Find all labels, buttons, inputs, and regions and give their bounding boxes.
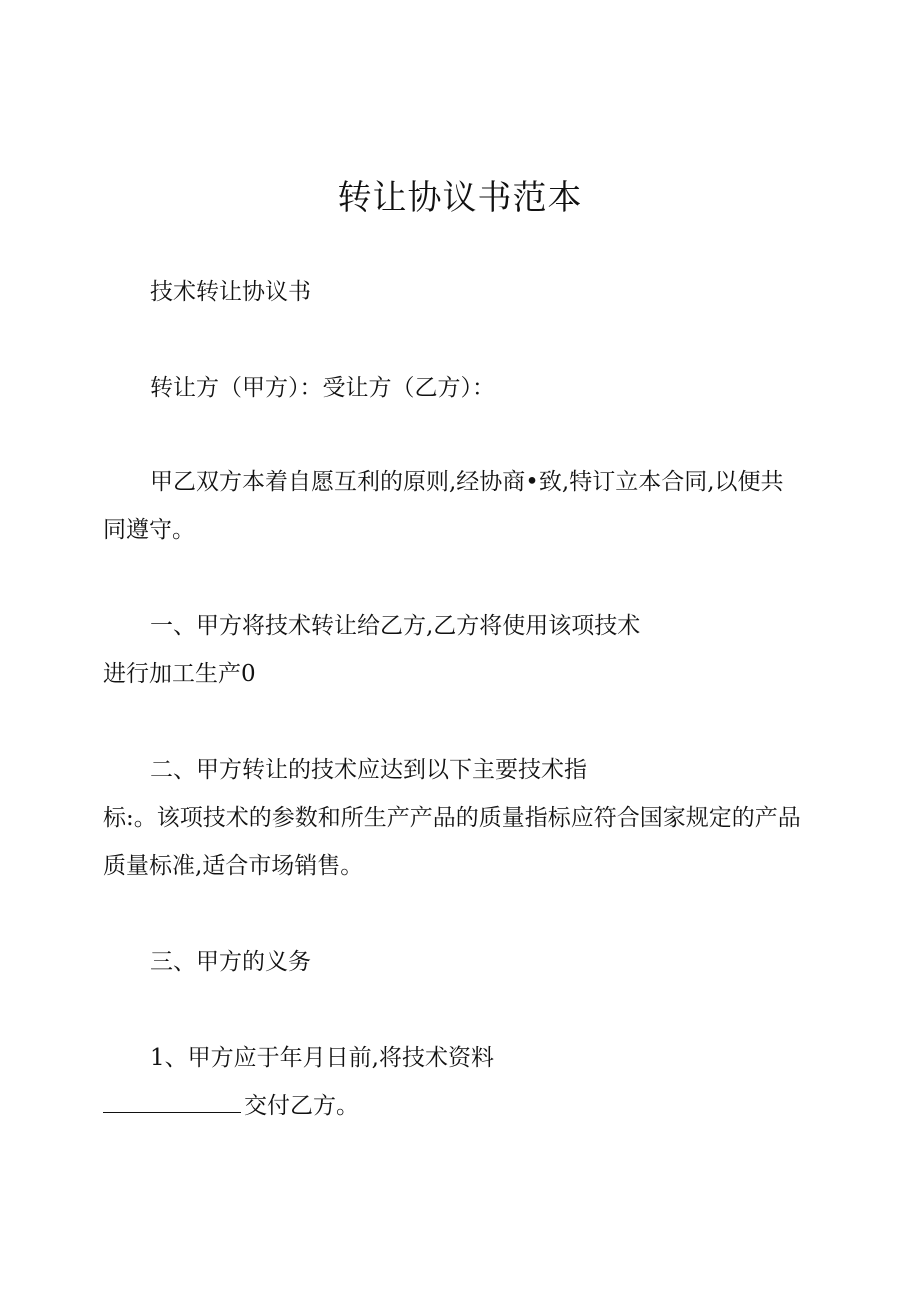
clause-1-line-1: 一、甲方将技术转让给乙方,乙方将使用该项技术	[150, 613, 641, 639]
document-title: 转让协议书范本	[337, 178, 583, 218]
clause-2-line-2: 标:。该项技术的参数和所生产产品的质量指标应符合国家规定的产品	[103, 805, 801, 831]
fill-in-blank	[103, 1092, 241, 1113]
clause-2-line-1: 二、甲方转让的技术应达到以下主要技术指	[150, 757, 587, 783]
item-1-line-2-text: 交付乙方。	[244, 1093, 359, 1119]
item-1-line-2	[103, 1092, 359, 1120]
intro-paragraph-line-2: 同遵守。	[103, 517, 195, 543]
clause-3-heading: 三、甲方的义务	[150, 949, 311, 975]
agreement-subtitle: 技术转让协议书	[150, 279, 311, 305]
intro-paragraph-line-1: 甲乙双方本着自愿互利的原则,经协商•致,特订立本合同,以便共	[150, 469, 784, 495]
clause-2-line-3: 质量标准,适合市场销售。	[103, 853, 364, 879]
parties-line: 转让方（甲方）：受让方（乙方）：	[150, 375, 495, 401]
item-1-line-1: 1、甲方应于年月日前,将技术资料	[150, 1045, 494, 1071]
clause-1-line-2: 进行加工生产0	[103, 661, 256, 687]
